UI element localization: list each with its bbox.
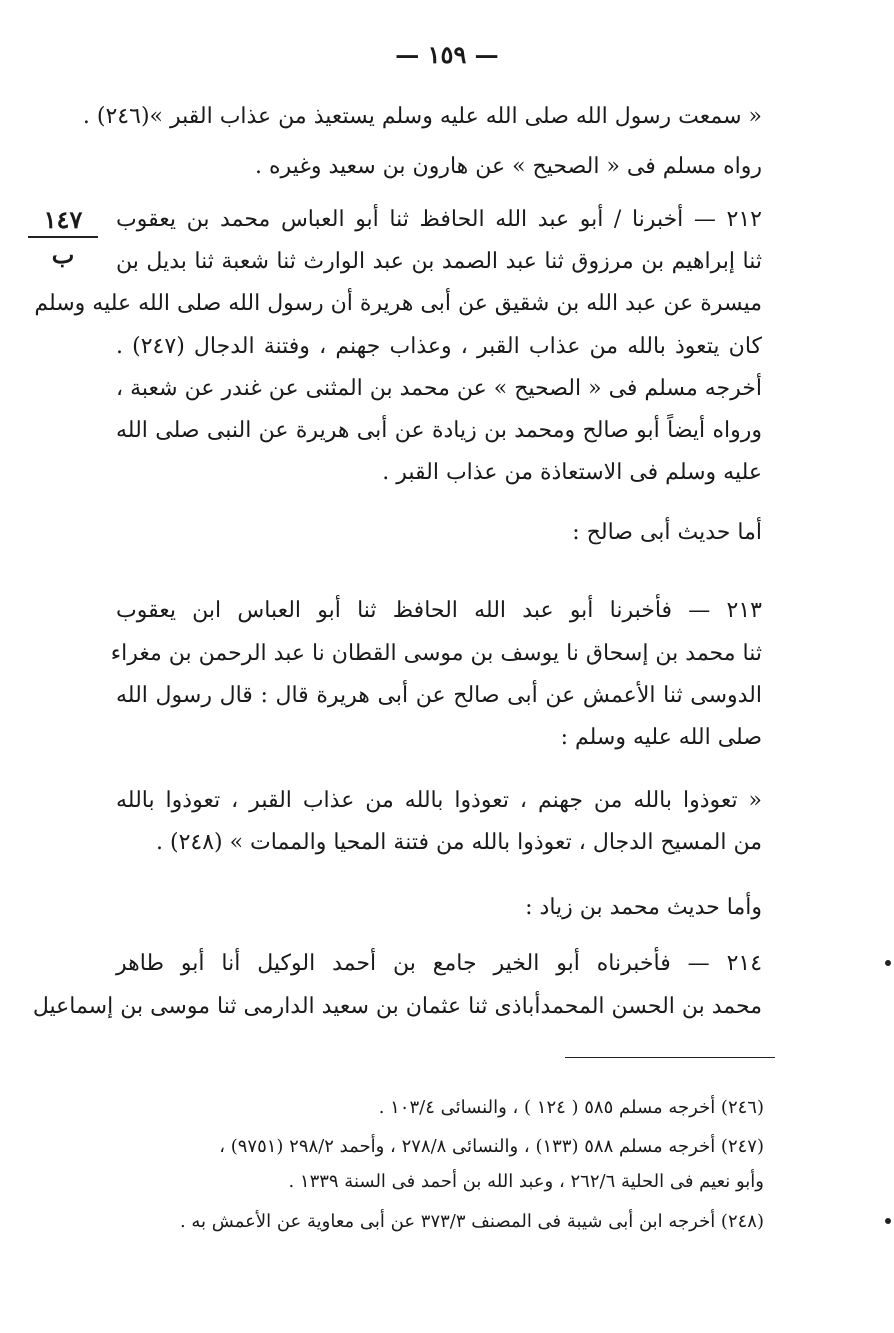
page-number: — ١٥٩ — xyxy=(395,40,499,69)
body-line: ٢١٣ — فأخبرنا أبو عبد الله الحافظ ثنا أبو العباس ابن يعقوب xyxy=(116,598,762,623)
body-line: من المسيح الدجال ، تعوذوا بالله من فتنة المحيا والممات » (٢٤٨) . xyxy=(155,830,762,855)
body-line: ميسرة عن عبد الله بن شقيق عن أبى هريرة أن رسول الله صلى الله عليه وسلم xyxy=(34,291,762,316)
body-line: أخرجه مسلم فى « الصحيح » عن محمد بن المثنى عن غندر عن شعبة ، xyxy=(116,376,762,401)
body-line: صلى الله عليه وسلم : xyxy=(560,725,762,750)
scan-mark xyxy=(885,1218,891,1224)
scan-mark xyxy=(885,960,891,966)
body-line: « سمعت رسول الله صلى الله عليه وسلم يستعيذ من عذاب القبر »(٢٤٦) . xyxy=(82,104,762,129)
footnote: (٢٤٧) أخرجه مسلم ٥٨٨ (١٣٣) ، والنسائى ٢٧٨/٨ ، وأحمد ٢٩٨/٢ (٩٧٥١) ، xyxy=(219,1136,764,1157)
body-line: ثنا محمد بن إسحاق نا يوسف بن موسى القطان نا عبد الرحمن بن مغراء xyxy=(110,641,762,666)
body-line: ٢١٤ — فأخبرناه أبو الخير جامع بن أحمد الوكيل أنا أبو طاهر xyxy=(116,951,763,976)
footnote-separator xyxy=(565,1057,775,1058)
section-heading: أما حديث أبى صالح : xyxy=(572,520,762,545)
body-line: رواه مسلم فى « الصحيح » عن هارون بن سعيد وغيره . xyxy=(255,154,762,179)
footnote: (٢٤٦) أخرجه مسلم ٥٨٥ ( ١٢٤ ) ، والنسائى ١٠٣/٤ . xyxy=(378,1097,764,1118)
folio-side: ب xyxy=(51,240,75,269)
body-line: ثنا إبراهيم بن مرزوق ثنا عبد الصمد بن عبد الوارث ثنا شعبة ثنا بديل بن xyxy=(116,249,762,274)
body-line: « تعوذوا بالله من جهنم ، تعوذوا بالله من عذاب القبر ، تعوذوا بالله xyxy=(116,788,762,813)
folio-number: ١٤٧ xyxy=(28,205,98,238)
body-line: عليه وسلم فى الاستعاذة من عذاب القبر . xyxy=(382,460,762,485)
footnote: (٢٤٨) أخرجه ابن أبى شيبة فى المصنف ٣٧٣/٣ عن أبى معاوية عن الأعمش به . xyxy=(179,1211,764,1232)
body-line: كان يتعوذ بالله من عذاب القبر ، وعذاب جهنم ، وفتنة الدجال (٢٤٧) . xyxy=(116,334,762,359)
section-heading: وأما حديث محمد بن زياد : xyxy=(525,895,762,920)
body-line: الدوسى ثنا الأعمش عن أبى صالح عن أبى هريرة قال : قال رسول الله xyxy=(116,683,762,708)
footnote: وأبو نعيم فى الحلية ٢٦٢/٦ ، وعبد الله بن أحمد فى السنة ١٣٣٩ . xyxy=(288,1171,764,1192)
manuscript-folio-marker xyxy=(28,205,98,269)
body-line: ورواه أيضاً أبو صالح ومحمد بن زيادة عن أبى هريرة عن النبى صلى الله xyxy=(116,418,762,443)
body-line: محمد بن الحسن المحمدأباذى ثنا عثمان بن سعيد الدارمى ثنا موسى بن إسماعيل xyxy=(32,994,762,1019)
body-line: ٢١٢ — أخبرنا / أبو عبد الله الحافظ ثنا أبو العباس محمد بن يعقوب xyxy=(116,207,762,232)
